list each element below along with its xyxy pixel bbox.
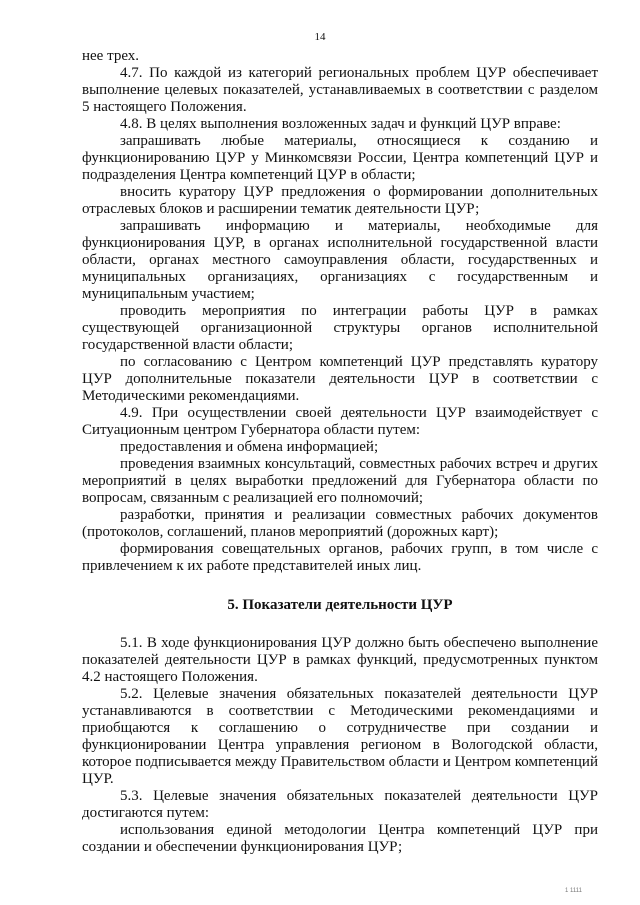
section-heading: 5. Показатели деятельности ЦУР	[227, 597, 453, 613]
paragraph: использования единой методологии Центра компетенций ЦУР при создании и обеспечении функционирования ЦУР;	[82, 822, 598, 855]
paragraphs-before-heading	[82, 48, 598, 575]
paragraph: вносить куратору ЦУР предложения о формировании дополнительных отраслевых блоков и расширении тематик деятельности ЦУР;	[82, 184, 598, 217]
paragraph: проведения взаимных консультаций, совместных рабочих встреч и других мероприятий в целях выработки предложений для Губернатора области по вопросам, связанным с реализацией его полномочий;	[82, 456, 598, 506]
paragraph: предоставления и обмена информацией;	[120, 439, 379, 455]
paragraph: нее трех.	[82, 48, 140, 64]
paragraph: 5.3. Целевые значения обязательных показателей деятельности ЦУР достигаются путем:	[82, 788, 598, 821]
paragraph: 5.1. В ходе функционирования ЦУР должно быть обеспечено выполнение показателей деятельности ЦУР в рамках функций, предусмотренных пунктом 4.2 настоящего Положения.	[82, 635, 598, 685]
paragraph: 4.9. При осуществлении своей деятельности ЦУР взаимодействует с Ситуационным центром Губернатора области путем:	[82, 405, 598, 438]
paragraph: 4.7. По каждой из категорий региональных проблем ЦУР обеспечивает выполнение целевых показателей, устанавливаемых в соответствии с разделом 5 настоящего Положения.	[82, 65, 598, 115]
paragraphs-after-heading	[82, 635, 598, 856]
paragraph: формирования совещательных органов, рабочих групп, в том числе с привлечением к их работе представителей иных лиц.	[82, 541, 598, 574]
page-number: 14	[314, 31, 326, 43]
document-body	[82, 48, 598, 856]
paragraph: запрашивать любые материалы, относящиеся к созданию и функционированию ЦУР у Минкомсвязи России, Центра компетенций ЦУР и подразделения Центра компетенций ЦУР в области;	[82, 133, 598, 183]
paragraph: 5.2. Целевые значения обязательных показателей деятельности ЦУР устанавливаются в соответствии с Методическими рекомендациями и приобщаются к соглашению о сотрудничестве при создании и функционировании Центра управления регионом в Вологодской области, которое подписывается между Правительством области и Центром компетенций ЦУР.	[82, 686, 598, 787]
paragraph: запрашивать информацию и материалы, необходимые для функционирования ЦУР, в органах исполнительной государственной власти области, органах местного самоуправления области, государственных и муниципальных организациях, организациях с государственным и муниципальным участием;	[82, 218, 598, 302]
paragraph: разработки, принятия и реализации совместных рабочих документов (протоколов, соглашений, планов мероприятий (дорожных карт);	[82, 507, 598, 540]
paragraph: по согласованию с Центром компетенций ЦУР представлять куратору ЦУР дополнительные показатели деятельности ЦУР в соответствии с Методическими рекомендациями.	[82, 354, 598, 404]
paragraph: 4.8. В целях выполнения возложенных задач и функций ЦУР вправе:	[120, 116, 561, 132]
footer-mark: 1 1111	[565, 888, 583, 894]
paragraph: проводить мероприятия по интеграции работы ЦУР в рамках существующей организационной структуры органов исполнительной государственной власти области;	[82, 303, 598, 353]
